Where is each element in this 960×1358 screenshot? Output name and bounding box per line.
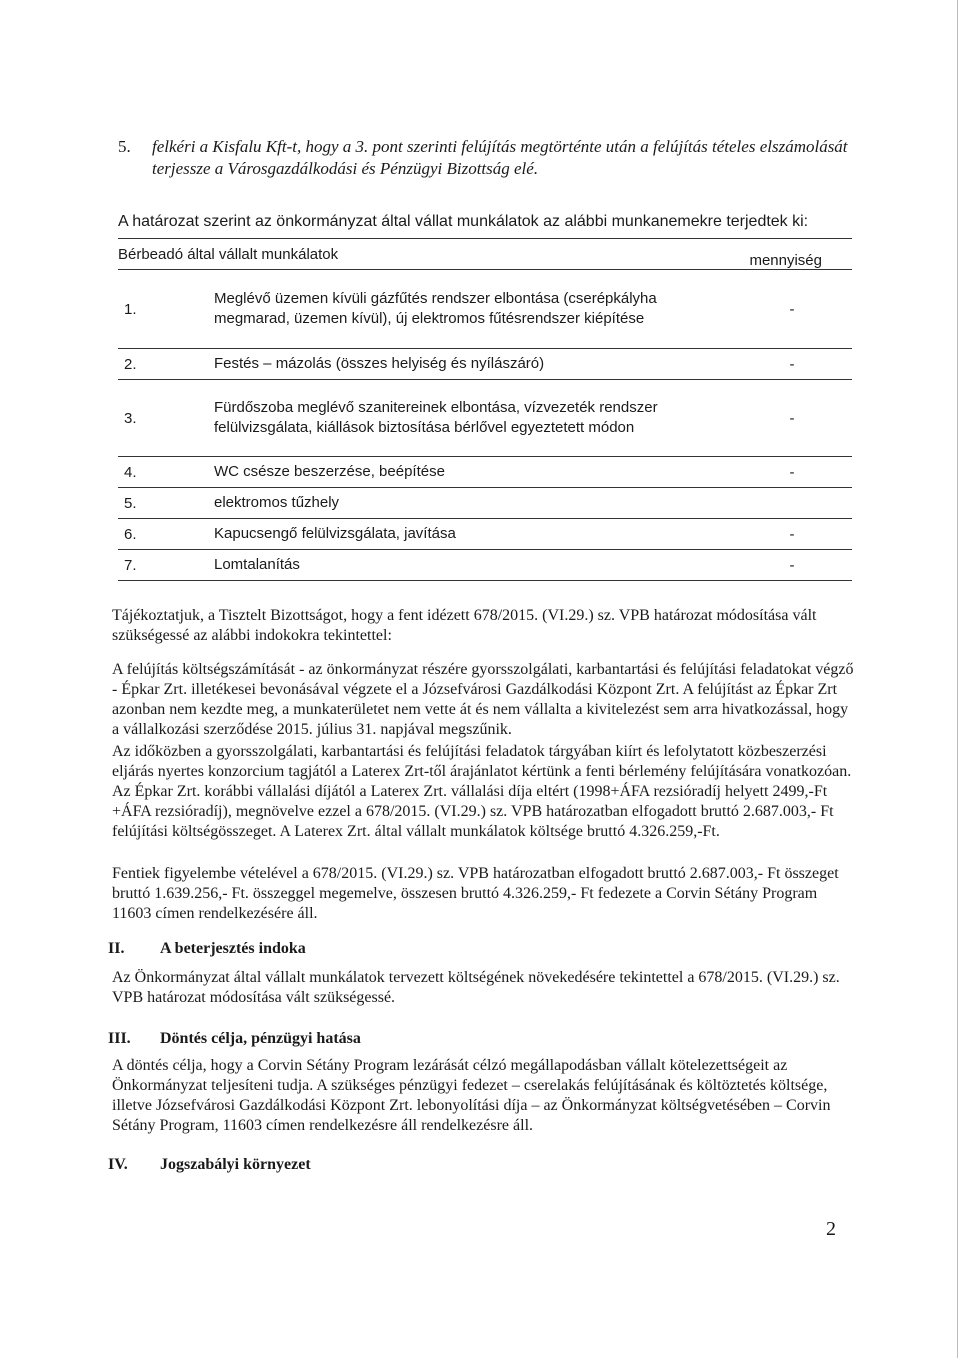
item-number: 5. xyxy=(118,137,131,156)
row-number: 6. xyxy=(118,519,214,550)
row-description: Fürdőszoba meglévő szanitereinek elbontása, vízvezeték rendszer felülvizsgálata, kiállások biztosítása bérlővel egyeztetett módon xyxy=(214,380,732,457)
row-quantity: - xyxy=(732,550,852,581)
section-2-text: Az Önkormányzat által vállalt munkálatok tervezett költségének növekedésére tekintettel a 678/2015. (VI.29.) sz. VPB határozat módosítása vált szükségessé. xyxy=(112,969,840,1006)
section-title: A beterjesztés indoka xyxy=(160,940,306,957)
section-title: Jogszabályi környezet xyxy=(160,1156,311,1173)
row-description: Lomtalanítás xyxy=(214,550,732,581)
header-works: Bérbeadó által vállalt munkálatok xyxy=(118,239,732,270)
table-row xyxy=(118,457,852,488)
row-description: Meglévő üzemen kívüli gázfűtés rendszer elbontása (cserépkályha megmarad, üzemen kívül), új elektromos fűtésrendszer kiépítése xyxy=(214,270,732,349)
paragraph-notice: Tájékoztatjuk, a Tisztelt Bizottságot, hogy a fent idézett 678/2015. (VI.29.) sz. VPB határozat módosítása vált szükségessé az alábbi indokokra tekintettel: xyxy=(112,607,817,644)
table-row xyxy=(118,380,852,457)
table-header-row xyxy=(118,239,852,270)
paragraph-cost-calculation: A felújítás költségszámítását - az önkormányzat részére gyorsszolgálati, karbantartási és felújítási feladatokat végző - Épkar Zrt. illetékesei bevonásával végzete el a Józsefvárosi Gazdálkodási Központ Zrt. A felújítást az Épkar Zrt azonban nem kezdte meg, a munkaterületet nem vette át és nem vállalta a kivitelezést sem arra hivatkozással, hogy a vállalkozási szerződése 2015. július 31. napjával megszűnik. xyxy=(112,661,854,738)
header-quantity: mennyiség xyxy=(732,239,852,270)
page-edge-line xyxy=(957,0,958,1358)
section-heading-4 xyxy=(108,1156,311,1174)
works-table xyxy=(118,238,852,581)
section-heading-2 xyxy=(108,940,306,958)
section-title: Döntés célja, pénzügyi hatása xyxy=(160,1030,361,1047)
section-heading-3 xyxy=(108,1030,361,1048)
row-number: 3. xyxy=(118,380,214,457)
table-row xyxy=(118,519,852,550)
row-number: 2. xyxy=(118,349,214,380)
row-quantity xyxy=(732,488,852,519)
paragraph-funding: Fentiek figyelembe vételével a 678/2015. (VI.29.) sz. VPB határozatban elfogadott bruttó 2.687.003,- Ft összeget bruttó 1.639.256,- Ft. összeggel megemelve, összesen bruttó 4.326.259,- Ft fedezete a Corvin Sétány Program 11603 címen rendelkezésére áll. xyxy=(112,865,839,922)
row-number: 7. xyxy=(118,550,214,581)
resolution-item-5 xyxy=(118,136,858,180)
row-description: WC csésze beszerzése, beépítése xyxy=(214,457,732,488)
row-quantity: - xyxy=(732,349,852,380)
row-description: Festés – mázolás (összes helyiség és nyílászáró) xyxy=(214,349,732,380)
row-number: 5. xyxy=(118,488,214,519)
table-row xyxy=(118,488,852,519)
row-quantity: - xyxy=(732,457,852,488)
row-number: 4. xyxy=(118,457,214,488)
table-row xyxy=(118,550,852,581)
row-description: Kapucsengő felülvizsgálata, javítása xyxy=(214,519,732,550)
table-row xyxy=(118,349,852,380)
row-quantity: - xyxy=(732,519,852,550)
section-number: III. xyxy=(108,1030,131,1047)
row-quantity: - xyxy=(732,270,852,349)
section-number: IV. xyxy=(108,1156,128,1173)
row-quantity: - xyxy=(732,380,852,457)
item-text: felkéri a Kisfalu Kft-t, hogy a 3. pont szerinti felújítás megtörténte után a felújítás tételes elszámolását terjessze a Városgazdálkodási és Pénzügyi Bizottság elé. xyxy=(152,137,848,178)
row-number: 1. xyxy=(118,270,214,349)
section-number: II. xyxy=(108,940,125,957)
table-row xyxy=(118,270,852,349)
section-3-text: A döntés célja, hogy a Corvin Sétány Program lezárását célzó megállapodásban vállalt kötelezettségeit az Önkormányzat teljesíteni tudja. A szükséges pénzügyi fedezet – cserelakás felújításának és költöztetés költsége, illetve Józsefvárosi Gazdálkodási Központ Zrt. lebonyolítási díja – az Önkormányzat költségvetésében – Corvin Sétány Program, 11603 címen rendelkezésre áll rendelkezésre áll. xyxy=(112,1057,831,1134)
page-number: 2 xyxy=(826,1218,836,1240)
intro-sentence: A határozat szerint az önkormányzat által vállat munkálatok az alábbi munkanemekre terjedtek ki: xyxy=(118,213,809,230)
paragraph-procurement: Az időközben a gyorsszolgálati, karbantartási és felújítási feladatok tárgyában kiírt és lefolytatott közbeszerzési eljárás nyertes konzorcium tagjától a Laterex Zrt-től árajánlatot kértünk a fenti bérlemény felújítására vonatkozóan. Az Épkar Zrt. korábbi vállalási díjától a Laterex Zrt. vállalási díja eltért (1998+ÁFA rezsióradíj helyett 2499,-Ft +ÁFA rezsióradíj), megnövelve ezzel a 678/2015. (VI.29.) sz. VPB határozatban elfogadott bruttó 2.687.003,- Ft felújítási költségösszeget. A Laterex Zrt. által vállalt munkálatok költsége bruttó 4.326.259,-Ft. xyxy=(112,743,852,840)
row-description: elektromos tűzhely xyxy=(214,488,732,519)
